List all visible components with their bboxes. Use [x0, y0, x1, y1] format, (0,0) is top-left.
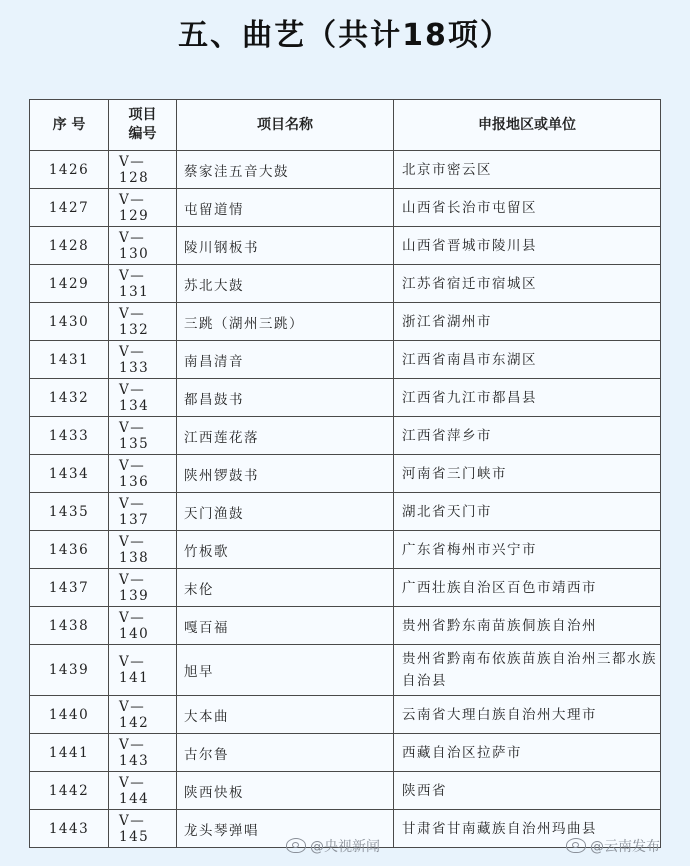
- cell-seq: 1426: [30, 151, 109, 189]
- cell-name: 陵川钢板书: [177, 227, 394, 265]
- cell-seq: 1432: [30, 379, 109, 417]
- header-seq: 序 号: [30, 100, 109, 151]
- cell-region: 浙江省湖州市: [394, 303, 661, 341]
- cell-code: Ⅴ—141: [109, 645, 177, 696]
- cell-code: Ⅴ—139: [109, 569, 177, 607]
- table-row: [30, 531, 661, 569]
- cell-region: 江西省九江市都昌县: [394, 379, 661, 417]
- cell-seq: 1436: [30, 531, 109, 569]
- table-row: [30, 607, 661, 645]
- cell-name: 陕西快板: [177, 772, 394, 810]
- table-row: [30, 379, 661, 417]
- cell-seq: 1441: [30, 734, 109, 772]
- cell-region: 河南省三门峡市: [394, 455, 661, 493]
- cell-region: 西藏自治区拉萨市: [394, 734, 661, 772]
- table-row: [30, 417, 661, 455]
- cell-name: 苏北大鼓: [177, 265, 394, 303]
- cell-region: 广东省梅州市兴宁市: [394, 531, 661, 569]
- header-name: 项目名称: [177, 100, 394, 151]
- cell-seq: 1428: [30, 227, 109, 265]
- watermark-right-text: @云南发布: [590, 839, 660, 855]
- cell-region: 陕西省: [394, 772, 661, 810]
- table-row: [30, 455, 661, 493]
- table-row: [30, 734, 661, 772]
- cell-region: 江西省萍乡市: [394, 417, 661, 455]
- table-row: [30, 265, 661, 303]
- cell-code: Ⅴ—140: [109, 607, 177, 645]
- cell-seq: 1442: [30, 772, 109, 810]
- table-row: [30, 303, 661, 341]
- header-code-line1: 项目: [128, 107, 157, 123]
- table-row: [30, 696, 661, 734]
- cell-code: Ⅴ—137: [109, 493, 177, 531]
- cell-region: 贵州省黔南布依族苗族自治州三都水族自治县: [394, 645, 661, 696]
- cell-name: 嘎百福: [177, 607, 394, 645]
- table-row: [30, 645, 661, 696]
- cell-name: 南昌清音: [177, 341, 394, 379]
- table-row: [30, 341, 661, 379]
- table-row: [30, 151, 661, 189]
- table-row: [30, 227, 661, 265]
- cell-name: 龙头琴弹唱: [177, 810, 394, 848]
- cell-name: 蔡家洼五音大鼓: [177, 151, 394, 189]
- cell-name: 旭早: [177, 645, 394, 696]
- cell-region: 湖北省天门市: [394, 493, 661, 531]
- cell-name: 竹板歌: [177, 531, 394, 569]
- table-row: [30, 772, 661, 810]
- cell-code: Ⅴ—130: [109, 227, 177, 265]
- cell-code: Ⅴ—132: [109, 303, 177, 341]
- cell-code: Ⅴ—133: [109, 341, 177, 379]
- cell-region: 广西壮族自治区百色市靖西市: [394, 569, 661, 607]
- table-header-row: [30, 100, 661, 151]
- cell-name: 都昌鼓书: [177, 379, 394, 417]
- cell-code: Ⅴ—142: [109, 696, 177, 734]
- weibo-icon: [566, 838, 586, 853]
- cell-code: Ⅴ—128: [109, 151, 177, 189]
- cell-name: 天门渔鼓: [177, 493, 394, 531]
- cell-code: Ⅴ—135: [109, 417, 177, 455]
- cell-name: 屯留道情: [177, 189, 394, 227]
- cell-region: 云南省大理白族自治州大理市: [394, 696, 661, 734]
- cell-code: Ⅴ—136: [109, 455, 177, 493]
- table-row: [30, 493, 661, 531]
- header-region: 申报地区或单位: [394, 100, 661, 151]
- cell-seq: 1443: [30, 810, 109, 848]
- cell-seq: 1427: [30, 189, 109, 227]
- cell-code: Ⅴ—129: [109, 189, 177, 227]
- cell-code: Ⅴ—131: [109, 265, 177, 303]
- weibo-icon: [286, 838, 306, 853]
- cell-code: Ⅴ—134: [109, 379, 177, 417]
- cell-code: Ⅴ—145: [109, 810, 177, 848]
- header-code-line2: 编号: [128, 126, 157, 142]
- cell-code: Ⅴ—143: [109, 734, 177, 772]
- watermark-left: [286, 836, 380, 856]
- cell-region: 贵州省黔东南苗族侗族自治州: [394, 607, 661, 645]
- cell-seq: 1435: [30, 493, 109, 531]
- cell-region: 江苏省宿迁市宿城区: [394, 265, 661, 303]
- cell-region: 山西省长治市屯留区: [394, 189, 661, 227]
- cell-seq: 1433: [30, 417, 109, 455]
- cell-name: 古尔鲁: [177, 734, 394, 772]
- cell-name: 大本曲: [177, 696, 394, 734]
- page-title: 五、曲艺（共计18项）: [178, 18, 512, 53]
- cell-code: Ⅴ—138: [109, 531, 177, 569]
- cell-seq: 1430: [30, 303, 109, 341]
- cell-seq: 1440: [30, 696, 109, 734]
- cell-region: 江西省南昌市东湖区: [394, 341, 661, 379]
- cell-region: 山西省晋城市陵川县: [394, 227, 661, 265]
- cell-name: 三跳（湖州三跳）: [177, 303, 394, 341]
- cell-seq: 1437: [30, 569, 109, 607]
- watermark-right: [566, 836, 660, 856]
- cell-name: 末伦: [177, 569, 394, 607]
- cell-region: 甘肃省甘南藏族自治州玛曲县: [394, 810, 661, 848]
- cell-seq: 1438: [30, 607, 109, 645]
- cell-name: 陕州锣鼓书: [177, 455, 394, 493]
- cell-seq: 1429: [30, 265, 109, 303]
- header-code: [109, 100, 177, 151]
- watermark-left-text: @央视新闻: [310, 839, 380, 855]
- heritage-table: [29, 99, 661, 848]
- cell-code: Ⅴ—144: [109, 772, 177, 810]
- cell-name: 江西莲花落: [177, 417, 394, 455]
- cell-region: 北京市密云区: [394, 151, 661, 189]
- cell-seq: 1431: [30, 341, 109, 379]
- cell-seq: 1439: [30, 645, 109, 696]
- cell-seq: 1434: [30, 455, 109, 493]
- table-row: [30, 569, 661, 607]
- table-row: [30, 189, 661, 227]
